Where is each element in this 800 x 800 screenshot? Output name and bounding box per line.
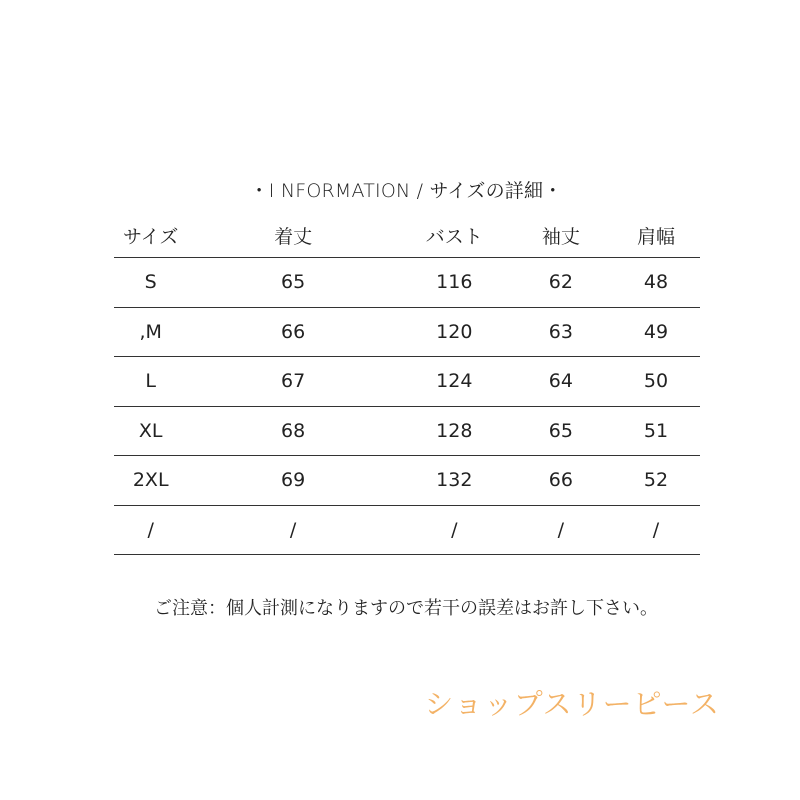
table-cell: 50 (612, 357, 700, 407)
shop-name-watermark: ショップスリーピース (424, 687, 720, 721)
table-cell: 63 (510, 307, 612, 357)
table-cell: 48 (612, 258, 700, 308)
table-cell: / (399, 505, 510, 555)
table-cell: 66 (510, 456, 612, 506)
size-table (114, 214, 700, 555)
table-cell: 49 (612, 307, 700, 357)
table-cell: ,M (114, 307, 187, 357)
table-cell: 2XL (114, 456, 187, 506)
table-header-row (114, 214, 700, 258)
header-length: 着丈 (187, 214, 398, 258)
table-cell: 132 (399, 456, 510, 506)
table-cell: 120 (399, 307, 510, 357)
table-cell: 116 (399, 258, 510, 308)
header-size: サイズ (114, 214, 187, 258)
table-cell: 65 (187, 258, 398, 308)
table-cell: L (114, 357, 187, 407)
table-cell: 62 (510, 258, 612, 308)
table-cell: / (510, 505, 612, 555)
table-row (114, 357, 700, 407)
table-cell: XL (114, 406, 187, 456)
table-cell: 128 (399, 406, 510, 456)
table-cell: 124 (399, 357, 510, 407)
table-cell: 66 (187, 307, 398, 357)
table-row (114, 406, 700, 456)
table-cell: / (114, 505, 187, 555)
header-sleeve: 袖丈 (510, 214, 612, 258)
table-cell: 64 (510, 357, 612, 407)
header-bust: バスト (399, 214, 510, 258)
table-cell: 52 (612, 456, 700, 506)
table-row (114, 258, 700, 308)
table-cell: 51 (612, 406, 700, 456)
table-cell: 67 (187, 357, 398, 407)
table-cell: / (612, 505, 700, 555)
table-cell: 65 (510, 406, 612, 456)
table-cell: / (187, 505, 398, 555)
header-shoulder: 肩幅 (612, 214, 700, 258)
table-row (114, 307, 700, 357)
table-row (114, 505, 700, 555)
info-title: ・I NFORMATION / サイズの詳細・ (249, 180, 563, 202)
table-row (114, 456, 700, 506)
measurement-note: ご注意：個人計測になりますので若干の誤差はお許し下さい。 (154, 598, 658, 619)
table-cell: 68 (187, 406, 398, 456)
table-cell: S (114, 258, 187, 308)
table-cell: 69 (187, 456, 398, 506)
